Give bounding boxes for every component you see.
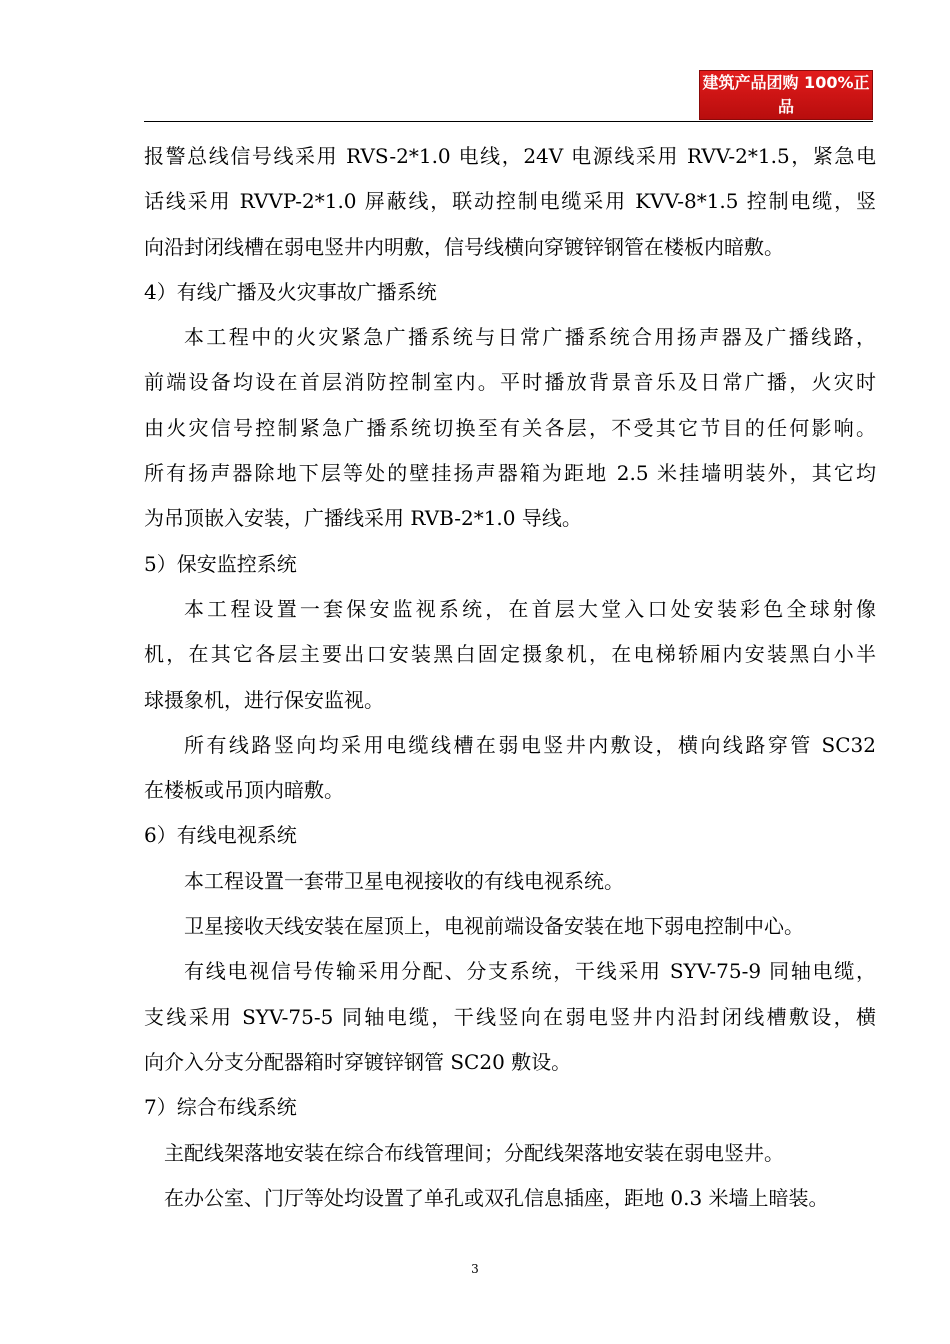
section-heading: 4）有线广播及火灾事故广播系统 <box>144 279 437 304</box>
paragraph-line: 为吊顶嵌入安装，广播线采用 RVB-2*1.0 导线。 <box>144 506 582 531</box>
paragraph-line: 在楼板或吊顶内暗敷。 <box>144 778 344 803</box>
section-heading: 7）综合布线系统 <box>144 1095 297 1120</box>
paragraph-line: 所有线路竖向均采用电缆线槽在弱电竖井内敷设，横向线路穿管 SC32 <box>184 732 876 757</box>
section-heading: 6）有线电视系统 <box>144 823 297 848</box>
paragraph-line: 本工程中的火灾紧急广播系统与日常广播系统合用扬声器及广播线路， <box>184 325 876 350</box>
logo-url: www.kutrue.com <box>714 121 858 139</box>
paragraph-line: 本工程设置一套带卫星电视接收的有线电视系统。 <box>184 868 624 893</box>
paragraph-line: 支线采用 SYV-75-5 同轴电缆，干线竖向在弱电竖井内沿封闭线槽敷设，横 <box>144 1004 876 1029</box>
paragraph-line: 球摄象机，进行保安监视。 <box>144 687 384 712</box>
paragraph-line: 在办公室、门厅等处均设置了单孔或双孔信息插座，距地 0.3 米墙上暗装。 <box>164 1185 829 1210</box>
paragraph-line: 由火灾信号控制紧急广播系统切换至有关各层，不受其它节目的任何影响。 <box>144 415 876 440</box>
paragraph-line: 报警总线信号线采用 RVS-2*1.0 电线，24V 电源线采用 RVV-2*1.5，紧急电 <box>144 144 876 168</box>
paragraph-line: 本工程设置一套保安监视系统，在首层大堂入口处安装彩色全球射像 <box>184 596 876 621</box>
paragraph-line: 所有扬声器除地下层等处的壁挂扬声器箱为距地 2.5 米挂墙明装外，其它均 <box>144 461 876 486</box>
paragraph-line: 向介入分支分配器箱时穿镀锌钢管 SC20 敷设。 <box>144 1049 572 1074</box>
paragraph-line: 有线电视信号传输采用分配、分支系统，干线采用 SYV-75-9 同轴电缆， <box>184 959 876 984</box>
header-rule <box>144 121 873 122</box>
kutrue-logo <box>699 70 873 139</box>
document-body <box>144 134 876 1221</box>
paragraph-line: 话线采用 RVVP-2*1.0 屏蔽线，联动控制电缆采用 KVV-8*1.5 控制电缆，竖 <box>144 189 876 214</box>
page-number: 3 <box>471 1262 479 1276</box>
paragraph-line: 主配线架落地安装在综合布线管理间；分配线架落地安装在弱电竖井。 <box>164 1140 784 1165</box>
paragraph-line: 卫星接收天线安装在屋顶上，电视前端设备安装在地下弱电控制中心。 <box>184 914 804 939</box>
paragraph-line: 机，在其它各层主要出口安装黑白固定摄象机，在电梯轿厢内安装黑白小半 <box>144 642 876 667</box>
logo-slogan: 建筑产品团购 100%正品 <box>702 73 870 116</box>
paragraph-line: 向沿封闭线槽在弱电竖井内明敷，信号线横向穿镀锌钢管在楼板内暗敷。 <box>144 234 784 259</box>
paragraph-line: 前端设备均设在首层消防控制室内。平时播放背景音乐及日常广播，火灾时 <box>144 370 876 395</box>
section-heading: 5）保安监控系统 <box>144 551 297 576</box>
